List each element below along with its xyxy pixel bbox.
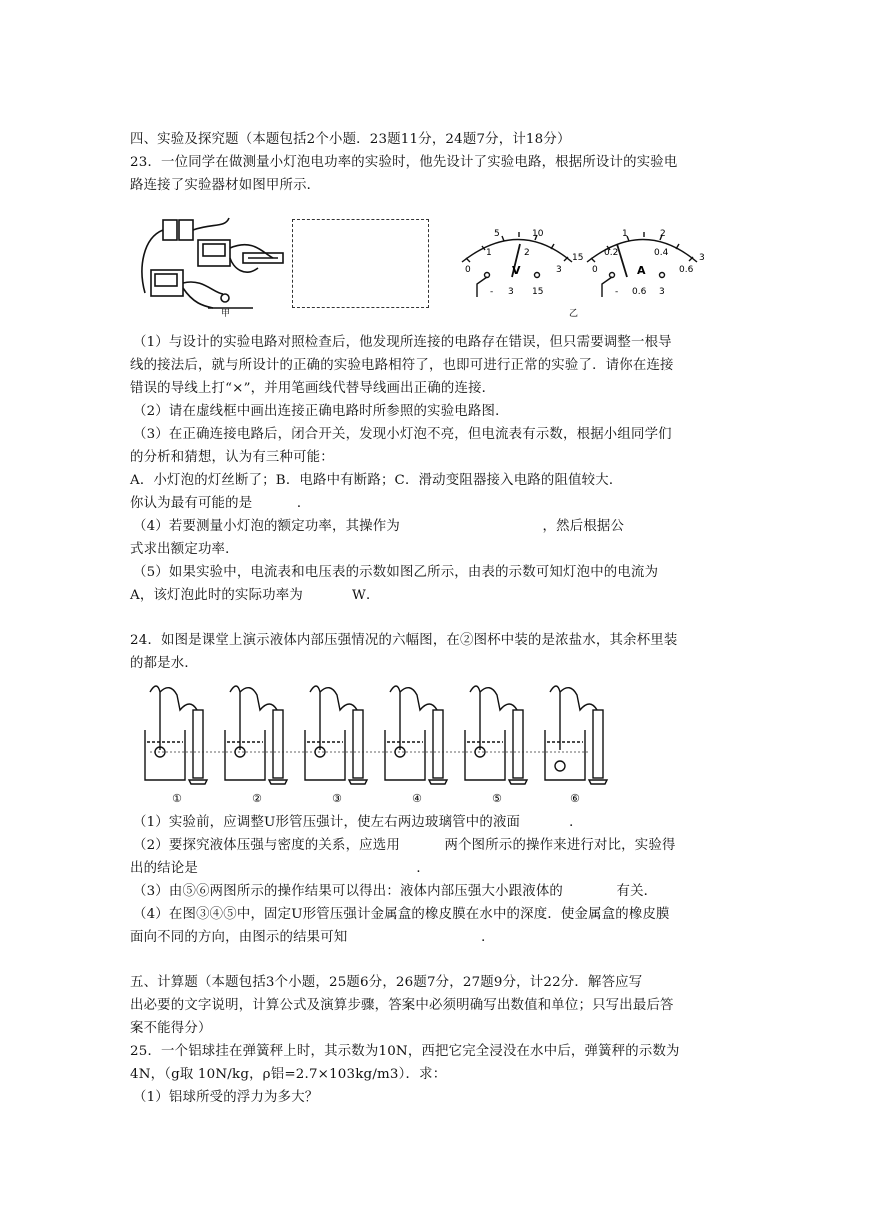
q23-stem-line-2: 路连接了实验器材如图甲所示．	[130, 178, 321, 193]
q24-part1: （1）实验前，应调整U形管压强计，使左右两边玻璃管中的液面 ．	[133, 815, 583, 830]
q23-part1-line-1: （1）与设计的实验电路对照检查后，他发现所连接的电路存在错误，但只需要调整一根导	[133, 335, 672, 350]
voltmeter-bottom-0: 0	[465, 265, 471, 275]
voltmeter-top-5: 5	[494, 229, 500, 239]
q23-part3-line-3: A．小灯泡的灯丝断了；B．电路中有断路；C．滑动变阻器接入电路的阻值较大．	[130, 473, 623, 488]
fig-yi-label: 乙	[569, 309, 579, 319]
ammeter-bottom-02: 0.2	[604, 248, 619, 258]
ammeter-top-1: 1	[622, 229, 628, 239]
q23-part4-line-2: 式求出额定功率．	[130, 542, 239, 557]
voltmeter-terminal-3: 3	[508, 287, 514, 297]
q25-stem-line-1: 25．一个铝球挂在弹簧秤上时，其示数为10N，西把它完全浸没在水中后，弹簧秤的示数为	[130, 1044, 680, 1059]
q23-part3-line-1: （3）在正确连接电路后，闭合开关，发现小灯泡不亮，但电流表有示数，根据小组同学们	[133, 427, 672, 442]
section-4-heading: 四、实验及探究题（本题包括2个小题．23题11分，24题7分，计18分）	[130, 132, 571, 147]
ammeter-terminal-minus: -	[615, 287, 619, 297]
q24-part2-line-2: 出的结论是 ．	[130, 861, 430, 876]
q24-stem-line-2: 的都是水．	[130, 656, 198, 671]
section-5-heading-line-3: 案不能得分）	[130, 1021, 212, 1036]
pressure-apparatus-2	[225, 686, 287, 784]
meters-figure	[452, 222, 712, 322]
voltmeter-bottom-3: 3	[556, 265, 562, 275]
pressure-experiment-figure	[130, 680, 620, 805]
voltmeter-bottom-2: 2	[524, 248, 530, 258]
fig-label-6: ⑥	[570, 792, 580, 805]
fig-label-1: ①	[172, 792, 182, 805]
pressure-apparatus-4	[385, 686, 447, 784]
q23-part3-line-4: 你认为最有可能的是 ．	[130, 496, 311, 511]
voltmeter-terminal-15: 15	[532, 287, 544, 297]
q25-part1: （1）铝球所受的浮力为多大？	[133, 1090, 319, 1105]
q23-part3-line-2: 的分析和猜想，认为有三种可能：	[130, 450, 334, 465]
voltmeter-letter: V	[512, 264, 521, 277]
voltmeter-end-15: 15	[572, 253, 584, 263]
circuit-diagram-answer-box	[292, 219, 429, 308]
q23-stem-line-1: 23．一位同学在做测量小灯泡电功率的实验时，他先设计了实验电路，根据所设计的实验电	[130, 155, 678, 170]
ammeter-bottom-04: 0.4	[654, 248, 669, 258]
fig-label-5: ⑤	[492, 792, 502, 805]
fig-label-3: ③	[332, 792, 342, 805]
q24-part4-line-1: （4）在图③④⑤中，固定U形管压强计金属盒的橡皮膜在水中的深度．使金属盒的橡皮膜	[133, 907, 670, 922]
q24-part4-line-2: 面向不同的方向，由图示的结果可知 ．	[130, 930, 495, 945]
pressure-apparatus-1	[145, 686, 207, 784]
q24-part3: （3）由⑤⑥两图所示的操作结果可以得出：液体内部压强大小跟液体的 有关．	[133, 884, 658, 899]
q23-part4-line-1: （4）若要测量小灯泡的额定功率，其操作为 ，然后根据公	[133, 519, 625, 534]
ammeter-bottom-0: 0	[592, 265, 598, 275]
pressure-apparatus-6	[545, 686, 607, 784]
q23-part1-line-2: 线的接法后，就与所设计的正确的实验电路相符了，也即可进行正常的实验了．请你在连接	[130, 358, 674, 373]
ammeter-letter: A	[637, 264, 646, 277]
pressure-apparatus-5	[465, 686, 527, 784]
ammeter-terminal-06: 0.6	[632, 287, 647, 297]
fig-label-4: ④	[412, 792, 422, 805]
q23-part5-line-2: A，该灯泡此时的实际功率为 W．	[130, 588, 380, 603]
voltmeter-bottom-1: 1	[486, 248, 492, 258]
voltmeter-terminal-minus: -	[490, 287, 494, 297]
q24-part2-line-1: （2）要探究液体压强与密度的关系，应选用 两个图所示的操作来进行对比，实验得	[133, 838, 676, 853]
q25-stem-line-2: 4N，（g取 10N/kg，ρ铝=2.7×103kg/m3）．求：	[130, 1067, 447, 1082]
q23-part2: （2）请在虚线框中画出连接正确电路时所参照的实验电路图．	[133, 404, 509, 419]
fig-label-2: ②	[252, 792, 262, 805]
section-5-heading-line-1: 五、计算题（本题包括3个小题，25题6分，26题7分，27题9分，计22分．解答应写	[130, 975, 643, 990]
q23-part1-line-3: 错误的导线上打“×”，并用笔画线代替导线画出正确的连接．	[130, 381, 496, 396]
ammeter-end-3: 3	[699, 253, 705, 263]
ammeter-terminal-3: 3	[659, 287, 665, 297]
ammeter-bottom-06: 0.6	[679, 265, 694, 275]
circuit-apparatus-figure	[133, 208, 293, 320]
voltmeter-top-10: 10	[532, 229, 544, 239]
pressure-apparatus-3	[305, 686, 367, 784]
q23-part5-line-1: （5）如果实验中，电流表和电压表的示数如图乙所示，由表的示数可知灯泡中的电流为	[133, 565, 659, 580]
section-5-heading-line-2: 出必要的文字说明，计算公式及演算步骤，答案中必须明确写出数值和单位；只写出最后答	[130, 998, 674, 1013]
fig-jia-label: 甲	[221, 309, 231, 319]
q24-stem-line-1: 24．如图是课堂上演示液体内部压强情况的六幅图，在②图杯中装的是浓盐水，其余杯里装	[130, 633, 678, 648]
ammeter-top-2: 2	[660, 229, 666, 239]
